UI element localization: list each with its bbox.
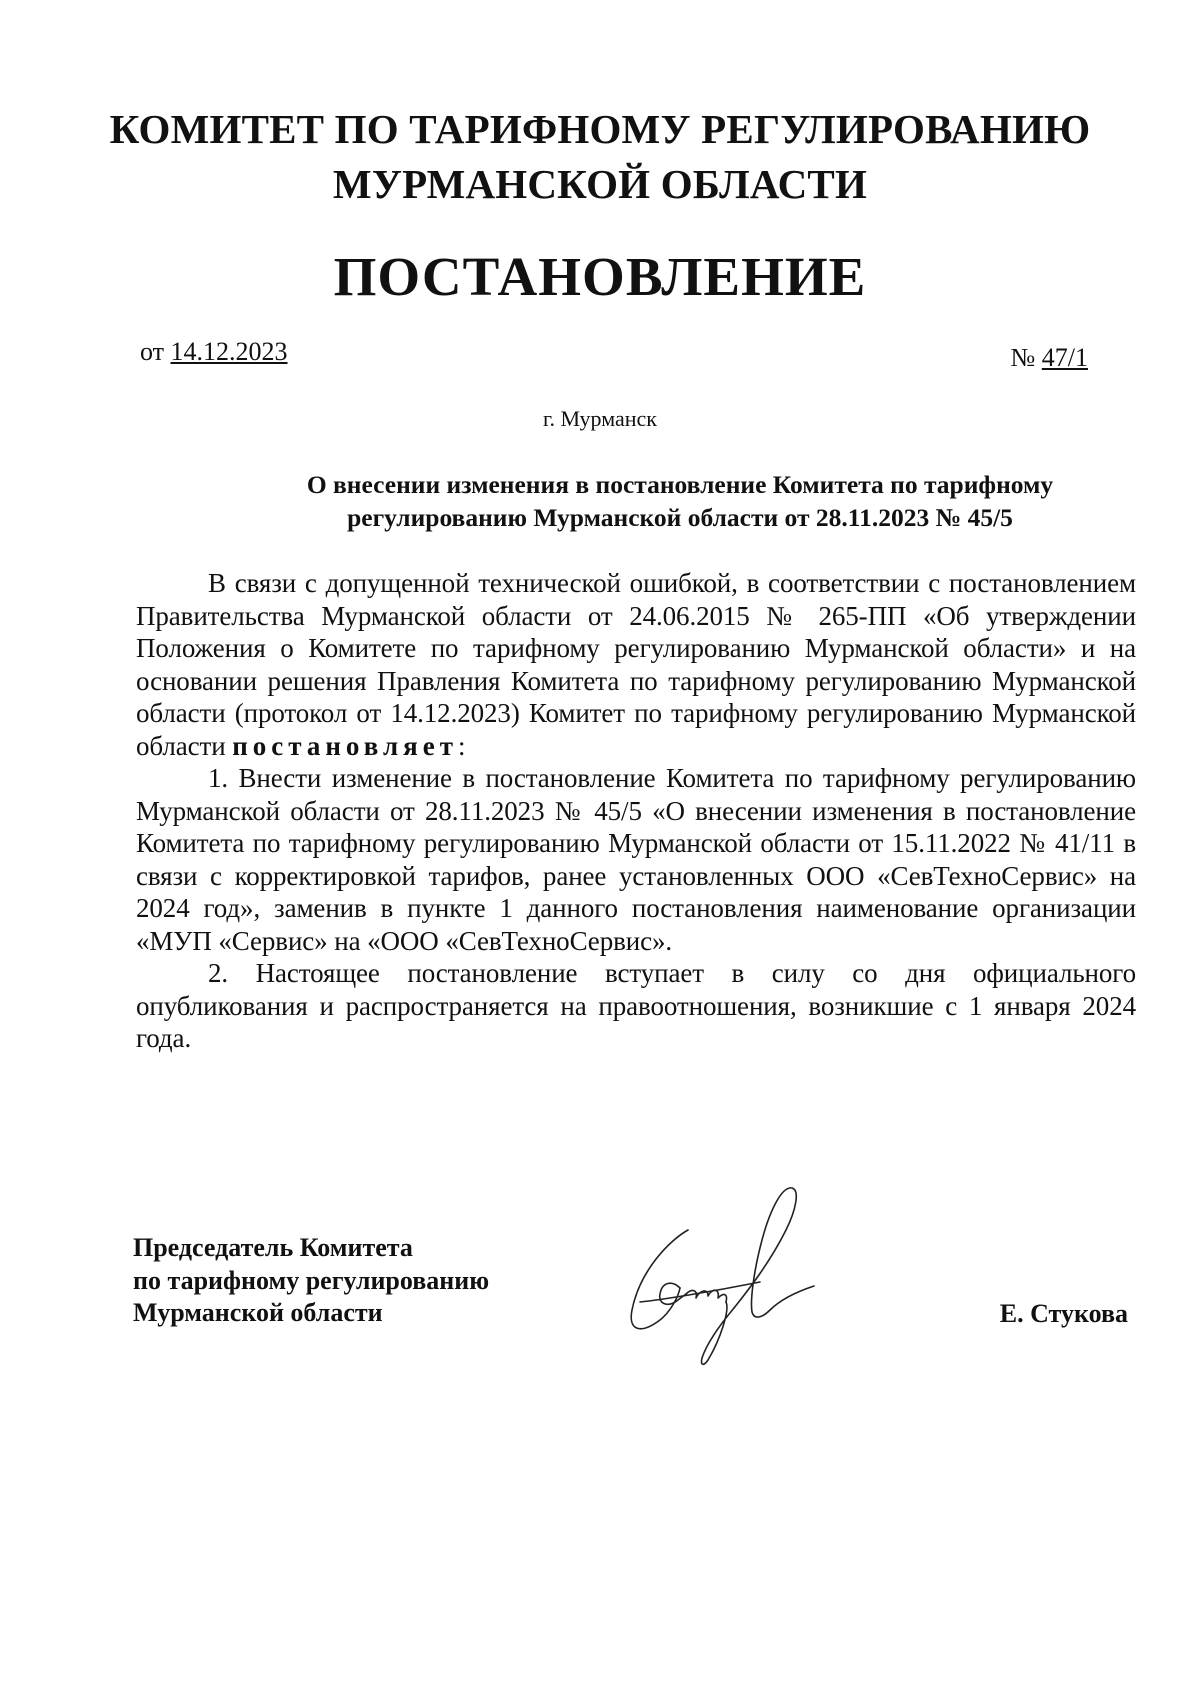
signatory-title-line-3: Мурманской области [133, 1298, 383, 1327]
subject-line-1: О внесении изменения в постановление Комитета по тарифному [306, 470, 1054, 499]
document-subject [240, 468, 1120, 534]
subject-line-2: регулированию Мурманской области от 28.11.2023 № 45/5 [347, 503, 1013, 532]
signatory-title-line-1: Председатель Комитета [133, 1233, 413, 1262]
organization-header [100, 102, 1100, 212]
item-2-paragraph: 2. Настоящее постановление вступает в силу со дня официального опубликования и распространяется на правоотношения, возникшие с 1 января 2024 года. [136, 958, 1136, 1053]
preamble-paragraph [136, 567, 1136, 762]
document-city: г. Мурманск [543, 406, 657, 431]
number-value: 47/1 [1041, 343, 1088, 372]
document-number [1010, 343, 1088, 373]
organization-name-line-2: МУРМАНСКОЙ ОБЛАСТИ [332, 161, 868, 207]
item-1-paragraph: 1. Внести изменение в постановление Комитета по тарифному регулированию Мурманской области от 28.11.2023 № 45/5 «О внесении изменения в постановление Комитета по тарифному регулированию Мурманской области от 15.11.2022 № 41/11 в связи с корректировкой тарифов, ранее установленных ООО «СевТехноСервис» на 2024 год», заменив в пункте 1 данного постановления наименование организации «МУП «Сервис» на «ООО «СевТехноСервис». [136, 763, 1136, 956]
signatory-name: Е. Стукова [999, 1299, 1128, 1328]
date-value: 14.12.2023 [170, 337, 288, 366]
signatory-title-line-2: по тарифному регулированию [133, 1265, 490, 1295]
signatory-title [133, 1232, 489, 1330]
preamble-text: В связи с допущенной технической ошибкой, в соответствии с постановлением Правительства Мурманской области от 24.06.2015 № 265-ПП «Об утверждении Положения о Комитете по тарифному регулированию Мурманской области» и на основании решения Правления Комитета по тарифному регулированию Мурманской области (протокол от 14.12.2023) Комитет по тарифному регулированию Мурманской области [136, 568, 1136, 761]
document-body [136, 567, 1136, 1055]
date-prefix: от [140, 337, 171, 366]
organization-name-line-1: КОМИТЕТ ПО ТАРИФНОМУ РЕГУЛИРОВАНИЮ [109, 106, 1091, 152]
document-type-title: ПОСТАНОВЛЕНИЕ [333, 246, 867, 307]
resolves-word: постановляет [232, 730, 458, 761]
handwritten-signature [600, 1170, 860, 1400]
resolves-colon: : [457, 730, 466, 761]
document-date [140, 337, 288, 367]
number-prefix: № [1010, 343, 1042, 372]
